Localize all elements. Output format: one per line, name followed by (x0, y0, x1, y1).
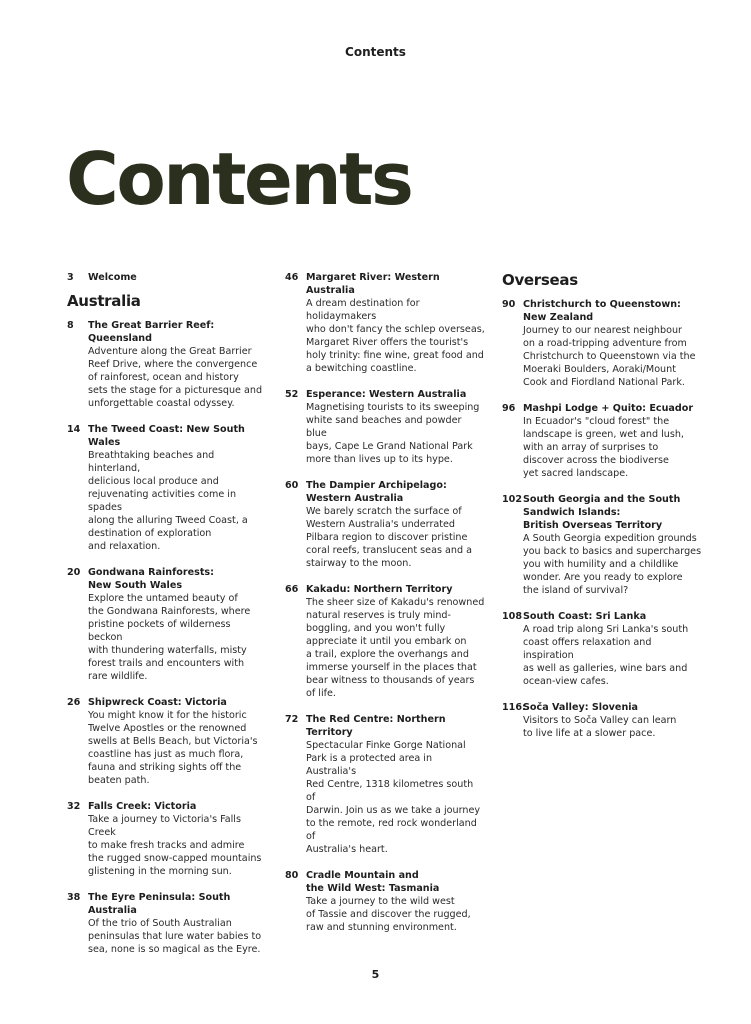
toc-entry-description: We barely scratch the surface of Western Australia's underrated Pilbara region to discover pristine coral reefs, translucent seas and a stairway to the moon. (306, 506, 472, 569)
toc-entry[interactable] (285, 713, 485, 856)
toc-page-number: 3 (67, 272, 74, 283)
toc-entry-description: Breathtaking beaches and hinterland, delicious local produce and rejuvenating activities come in spades along the alluring Tweed Coast, a destination of exploration and relaxation. (88, 450, 248, 552)
running-head: Contents (345, 45, 406, 59)
toc-entry-description: Spectacular Finke Gorge National Park is a protected area in Australia's Red Centre, 1318 kilometres south of Darwin. Join us as we take a journey to the remote, red rock wonderland of Australia's heart. (306, 740, 481, 855)
toc-page-number: 52 (285, 389, 299, 400)
toc-entry-welcome[interactable] (67, 271, 267, 284)
toc-entry-description: A road trip along Sri Lanka's south coast offers relaxation and inspiration as well as galleries, wine bars and ocean-view cafes. (523, 624, 689, 687)
toc-entry[interactable] (502, 493, 702, 597)
toc-entry-title: The Tweed Coast: New South Wales (88, 424, 245, 448)
toc-page-number: 32 (67, 801, 81, 812)
toc-entry-title: South Coast: Sri Lanka (523, 611, 647, 622)
toc-entry-description: Journey to our nearest neighbour on a road-tripping adventure from Christchurch to Queenstown via the Moeraki Boulders, Aoraki/Mount Cook and Fiordland National Park. (523, 325, 696, 388)
page-number: 5 (371, 968, 380, 981)
toc-page-number: 72 (285, 714, 299, 725)
toc-page-number: 96 (502, 403, 516, 414)
toc-entry[interactable] (285, 271, 485, 375)
toc-entry-description: A dream destination for holidaymakers who don't fancy the schlep overseas, Margaret River offers the tourist's holy trinity: fine wine, great food and a bewitching coastline. (306, 298, 485, 374)
toc-page-number: 90 (502, 299, 516, 310)
toc-page-number: 66 (285, 584, 299, 595)
toc-entry-title: South Georgia and the South Sandwich Islands: British Overseas Territory (523, 494, 681, 531)
column-3 (502, 271, 702, 753)
toc-entry-title: The Eyre Peninsula: South Australia (88, 892, 231, 916)
toc-page-number: 26 (67, 697, 81, 708)
toc-entry-title: Cradle Mountain and the Wild West: Tasmania (306, 870, 440, 894)
toc-entry-title: Kakadu: Northern Territory (306, 584, 453, 595)
toc-entry[interactable] (502, 610, 702, 688)
toc-entry[interactable] (502, 402, 702, 480)
toc-entry-title: The Dampier Archipelago: Western Australia (306, 480, 447, 504)
toc-entry-description: In Ecuador's "cloud forest" the landscape is green, wet and lush, with an array of surprises to discover across the biodiverse yet sacred landscape. (523, 416, 684, 479)
toc-entry-title: Falls Creek: Victoria (88, 801, 197, 812)
toc-page-number: 8 (67, 320, 74, 331)
toc-entry-description: Take a journey to the wild west of Tassie and discover the rugged, raw and stunning environment. (306, 896, 471, 933)
toc-entry-description: The sheer size of Kakadu's renowned natural reserves is truly mind- boggling, and you won't fully appreciate it until you embark on a trail, explore the overhangs and immerse yourself in the places that bear witness to thousands of years of life. (306, 597, 485, 699)
toc-entry[interactable] (67, 800, 267, 878)
toc-entry[interactable] (285, 479, 485, 570)
toc-page-number: 46 (285, 272, 299, 283)
toc-page-number: 38 (67, 892, 81, 903)
toc-entry[interactable] (502, 701, 702, 740)
toc-entry-title: Gondwana Rainforests: New South Wales (88, 567, 214, 591)
toc-entry-title: Esperance: Western Australia (306, 389, 467, 400)
toc-entry-title: Margaret River: Western Australia (306, 272, 440, 296)
toc-entry[interactable] (67, 696, 267, 787)
toc-entry[interactable] (285, 388, 485, 466)
toc-entry-title: Shipwreck Coast: Victoria (88, 697, 227, 708)
toc-entry-title: Soča Valley: Slovenia (523, 702, 639, 713)
toc-page-number: 108 (502, 611, 523, 622)
toc-entry-description: Of the trio of South Australian peninsulas that lure water babies to sea, none is so magical as the Eyre. (88, 918, 262, 955)
toc-entry-title: Welcome (88, 272, 137, 283)
toc-page-number: 116: (502, 702, 526, 713)
toc-entry[interactable] (67, 319, 267, 410)
toc-page-number: 60 (285, 480, 299, 491)
toc-entry[interactable] (67, 423, 267, 553)
toc-entry[interactable] (67, 891, 267, 956)
section-heading-overseas: Overseas (502, 271, 578, 289)
toc-page-number: 14 (67, 424, 81, 435)
column-2 (285, 271, 485, 947)
toc-entry-title: Christchurch to Queenstown: New Zealand (523, 299, 681, 323)
toc-entry-description: Take a journey to Victoria's Falls Creek to make fresh tracks and admire the rugged snow-capped mountains glistening in the morning sun. (88, 814, 262, 877)
page-title: Contents (66, 137, 412, 221)
toc-list (502, 298, 702, 740)
toc-page-number: 102 (502, 494, 523, 505)
column-1 (67, 271, 267, 969)
toc-entry-description: A South Georgia expedition grounds you back to basics and supercharges you with humility and a childlike wonder. Are you ready to explore the island of survival? (523, 533, 702, 596)
toc-entry[interactable] (502, 298, 702, 389)
toc-entry-title: The Great Barrier Reef: Queensland (88, 320, 215, 344)
toc-list (67, 319, 267, 956)
toc-entry-description: Visitors to Soča Valley can learn to live life at a slower pace. (523, 715, 677, 739)
section-heading-australia: Australia (67, 292, 141, 310)
toc-entry-description: You might know it for the historic Twelve Apostles or the renowned swells at Bells Beach, but Victoria's coastline has just as much flora, fauna and striking sights off the beaten path. (88, 710, 258, 786)
toc-entry-description: Explore the untamed beauty of the Gondwana Rainforests, where pristine pockets of wilderness beckon with thundering waterfalls, misty forest trails and encounters with rare wildlife. (88, 593, 251, 682)
toc-entry[interactable] (285, 583, 485, 700)
toc-entry-title: The Red Centre: Northern Territory (306, 714, 446, 738)
toc-page-number: 20 (67, 567, 81, 578)
toc-page-number: 80 (285, 870, 299, 881)
toc-entry-description: Magnetising tourists to its sweeping white sand beaches and powder blue bays, Cape Le Grand National Park more than lives up to its hype. (306, 402, 480, 465)
toc-entry[interactable] (285, 869, 485, 934)
toc-entry[interactable] (67, 566, 267, 683)
toc-entry-title: Mashpi Lodge + Quito: Ecuador (523, 403, 694, 414)
toc-entry-description: Adventure along the Great Barrier Reef Drive, where the convergence of rainforest, ocean and history sets the stage for a picturesque and unforgettable coastal odyssey. (88, 346, 263, 409)
toc-list (285, 271, 485, 934)
